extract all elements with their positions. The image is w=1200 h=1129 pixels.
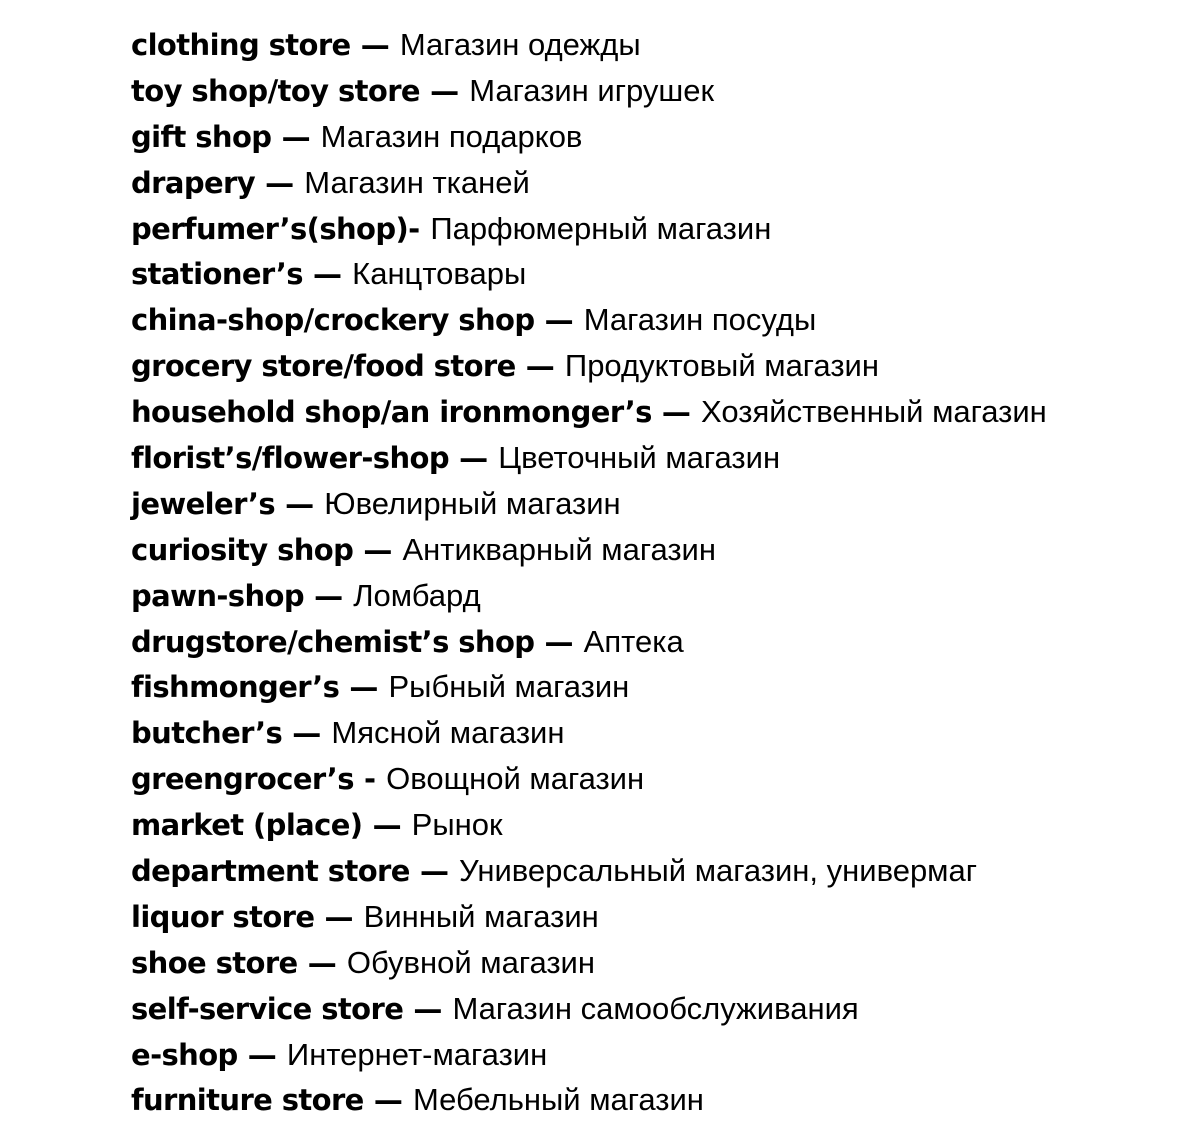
russian-translation: Магазин игрушек bbox=[469, 72, 715, 108]
english-term: florist’s/flower-shop bbox=[131, 441, 449, 476]
russian-translation: Мебельный магазин bbox=[412, 1082, 704, 1118]
english-term: drapery bbox=[131, 165, 256, 200]
english-term: curiosity shop bbox=[131, 532, 354, 567]
separator: — bbox=[282, 716, 332, 751]
vocab-entry bbox=[131, 527, 1047, 573]
russian-translation: Магазин одежды bbox=[399, 27, 641, 62]
separator: — bbox=[237, 1037, 287, 1072]
vocab-entry bbox=[131, 389, 1047, 435]
english-term: shoe store bbox=[131, 945, 298, 980]
vocab-entry bbox=[131, 848, 1047, 894]
vocabulary-list bbox=[131, 22, 1047, 1123]
vocab-entry bbox=[131, 160, 1047, 206]
separator: — bbox=[515, 349, 565, 384]
english-term: gift shop bbox=[131, 119, 272, 154]
vocab-entry bbox=[131, 1077, 1047, 1123]
russian-translation: Универсальный магазин, универмаг bbox=[459, 853, 978, 889]
english-term: fishmonger’s bbox=[131, 670, 340, 705]
english-term: jeweler’s bbox=[131, 486, 276, 521]
separator: — bbox=[275, 486, 325, 521]
separator: — bbox=[350, 28, 400, 62]
english-term: greengrocer’s bbox=[131, 762, 354, 797]
vocab-entry bbox=[131, 481, 1047, 527]
vocab-entry bbox=[131, 986, 1047, 1032]
vocab-entry bbox=[131, 756, 1047, 802]
english-term: e-shop bbox=[131, 1037, 238, 1072]
vocab-entry bbox=[131, 940, 1047, 986]
russian-translation: Рынок bbox=[411, 807, 503, 843]
vocab-entry bbox=[131, 343, 1047, 389]
russian-translation: Антикварный магазин bbox=[402, 531, 716, 567]
english-term: stationer’s bbox=[131, 257, 303, 292]
separator: — bbox=[297, 945, 347, 980]
english-term: self-service store bbox=[131, 991, 404, 1026]
separator: — bbox=[419, 73, 470, 108]
vocab-entry bbox=[131, 894, 1047, 940]
separator: — bbox=[304, 578, 354, 613]
separator: - bbox=[353, 762, 387, 797]
separator: — bbox=[353, 532, 403, 567]
russian-translation: Хозяйственный магазин bbox=[701, 394, 1047, 430]
separator: — bbox=[409, 854, 460, 889]
english-term: drugstore/chemist’s shop bbox=[131, 624, 535, 659]
vocab-entry bbox=[131, 435, 1047, 481]
separator: — bbox=[339, 670, 389, 705]
russian-translation: Магазин подарков bbox=[320, 118, 583, 154]
separator: - bbox=[408, 211, 431, 246]
russian-translation: Ювелирный магазин bbox=[324, 485, 621, 521]
separator: — bbox=[302, 257, 353, 292]
vocab-entry bbox=[131, 297, 1047, 343]
vocab-entry bbox=[131, 619, 1047, 665]
russian-translation: Винный магазин bbox=[363, 898, 599, 934]
vocab-entry bbox=[131, 251, 1047, 297]
russian-translation: Продуктовый магазин bbox=[564, 348, 879, 384]
english-term: department store bbox=[131, 854, 410, 889]
vocab-entry bbox=[131, 22, 1047, 68]
russian-translation: Интернет-магазин bbox=[286, 1036, 548, 1072]
russian-translation: Магазин самообслуживания bbox=[452, 990, 859, 1026]
russian-translation: Мясной магазин bbox=[331, 715, 565, 751]
english-term: toy shop/toy store bbox=[131, 73, 420, 108]
vocab-entry bbox=[131, 114, 1047, 160]
english-term: perfumer’s(shop) bbox=[131, 211, 409, 246]
english-term: pawn-shop bbox=[131, 578, 304, 613]
separator: — bbox=[362, 808, 412, 843]
separator: — bbox=[651, 395, 702, 430]
english-term: market (place) bbox=[131, 808, 363, 843]
separator: — bbox=[403, 991, 453, 1026]
vocab-entry bbox=[131, 710, 1047, 756]
separator: — bbox=[534, 303, 584, 338]
vocab-entry bbox=[131, 1032, 1047, 1078]
separator: — bbox=[255, 165, 305, 200]
vocab-entry bbox=[131, 802, 1047, 848]
russian-translation: Ломбард bbox=[353, 577, 481, 613]
russian-translation: Обувной магазин bbox=[346, 944, 595, 980]
separator: — bbox=[534, 624, 584, 659]
separator: — bbox=[271, 119, 321, 154]
separator: — bbox=[314, 899, 364, 934]
russian-translation: Парфюмерный магазин bbox=[430, 210, 772, 246]
russian-translation: Цветочный магазин bbox=[498, 440, 781, 476]
separator: — bbox=[448, 441, 499, 476]
vocab-entry bbox=[131, 68, 1047, 114]
english-term: butcher’s bbox=[131, 716, 283, 751]
vocab-entry bbox=[131, 206, 1047, 252]
separator: — bbox=[363, 1083, 413, 1118]
russian-translation: Магазин посуды bbox=[583, 302, 817, 338]
russian-translation: Аптека bbox=[583, 623, 684, 659]
english-term: clothing store bbox=[131, 28, 351, 62]
english-term: grocery store/food store bbox=[131, 349, 516, 384]
english-term: liquor store bbox=[131, 899, 315, 934]
russian-translation: Канцтовары bbox=[352, 256, 527, 292]
vocab-entry bbox=[131, 664, 1047, 710]
russian-translation: Магазин тканей bbox=[304, 164, 530, 200]
russian-translation: Рыбный магазин bbox=[388, 669, 630, 705]
vocab-entry bbox=[131, 573, 1047, 619]
russian-translation: Овощной магазин bbox=[386, 761, 645, 797]
english-term: china-shop/crockery shop bbox=[131, 303, 535, 338]
english-term: furniture store bbox=[131, 1083, 364, 1118]
english-term: household shop/an ironmonger’s bbox=[131, 395, 652, 430]
